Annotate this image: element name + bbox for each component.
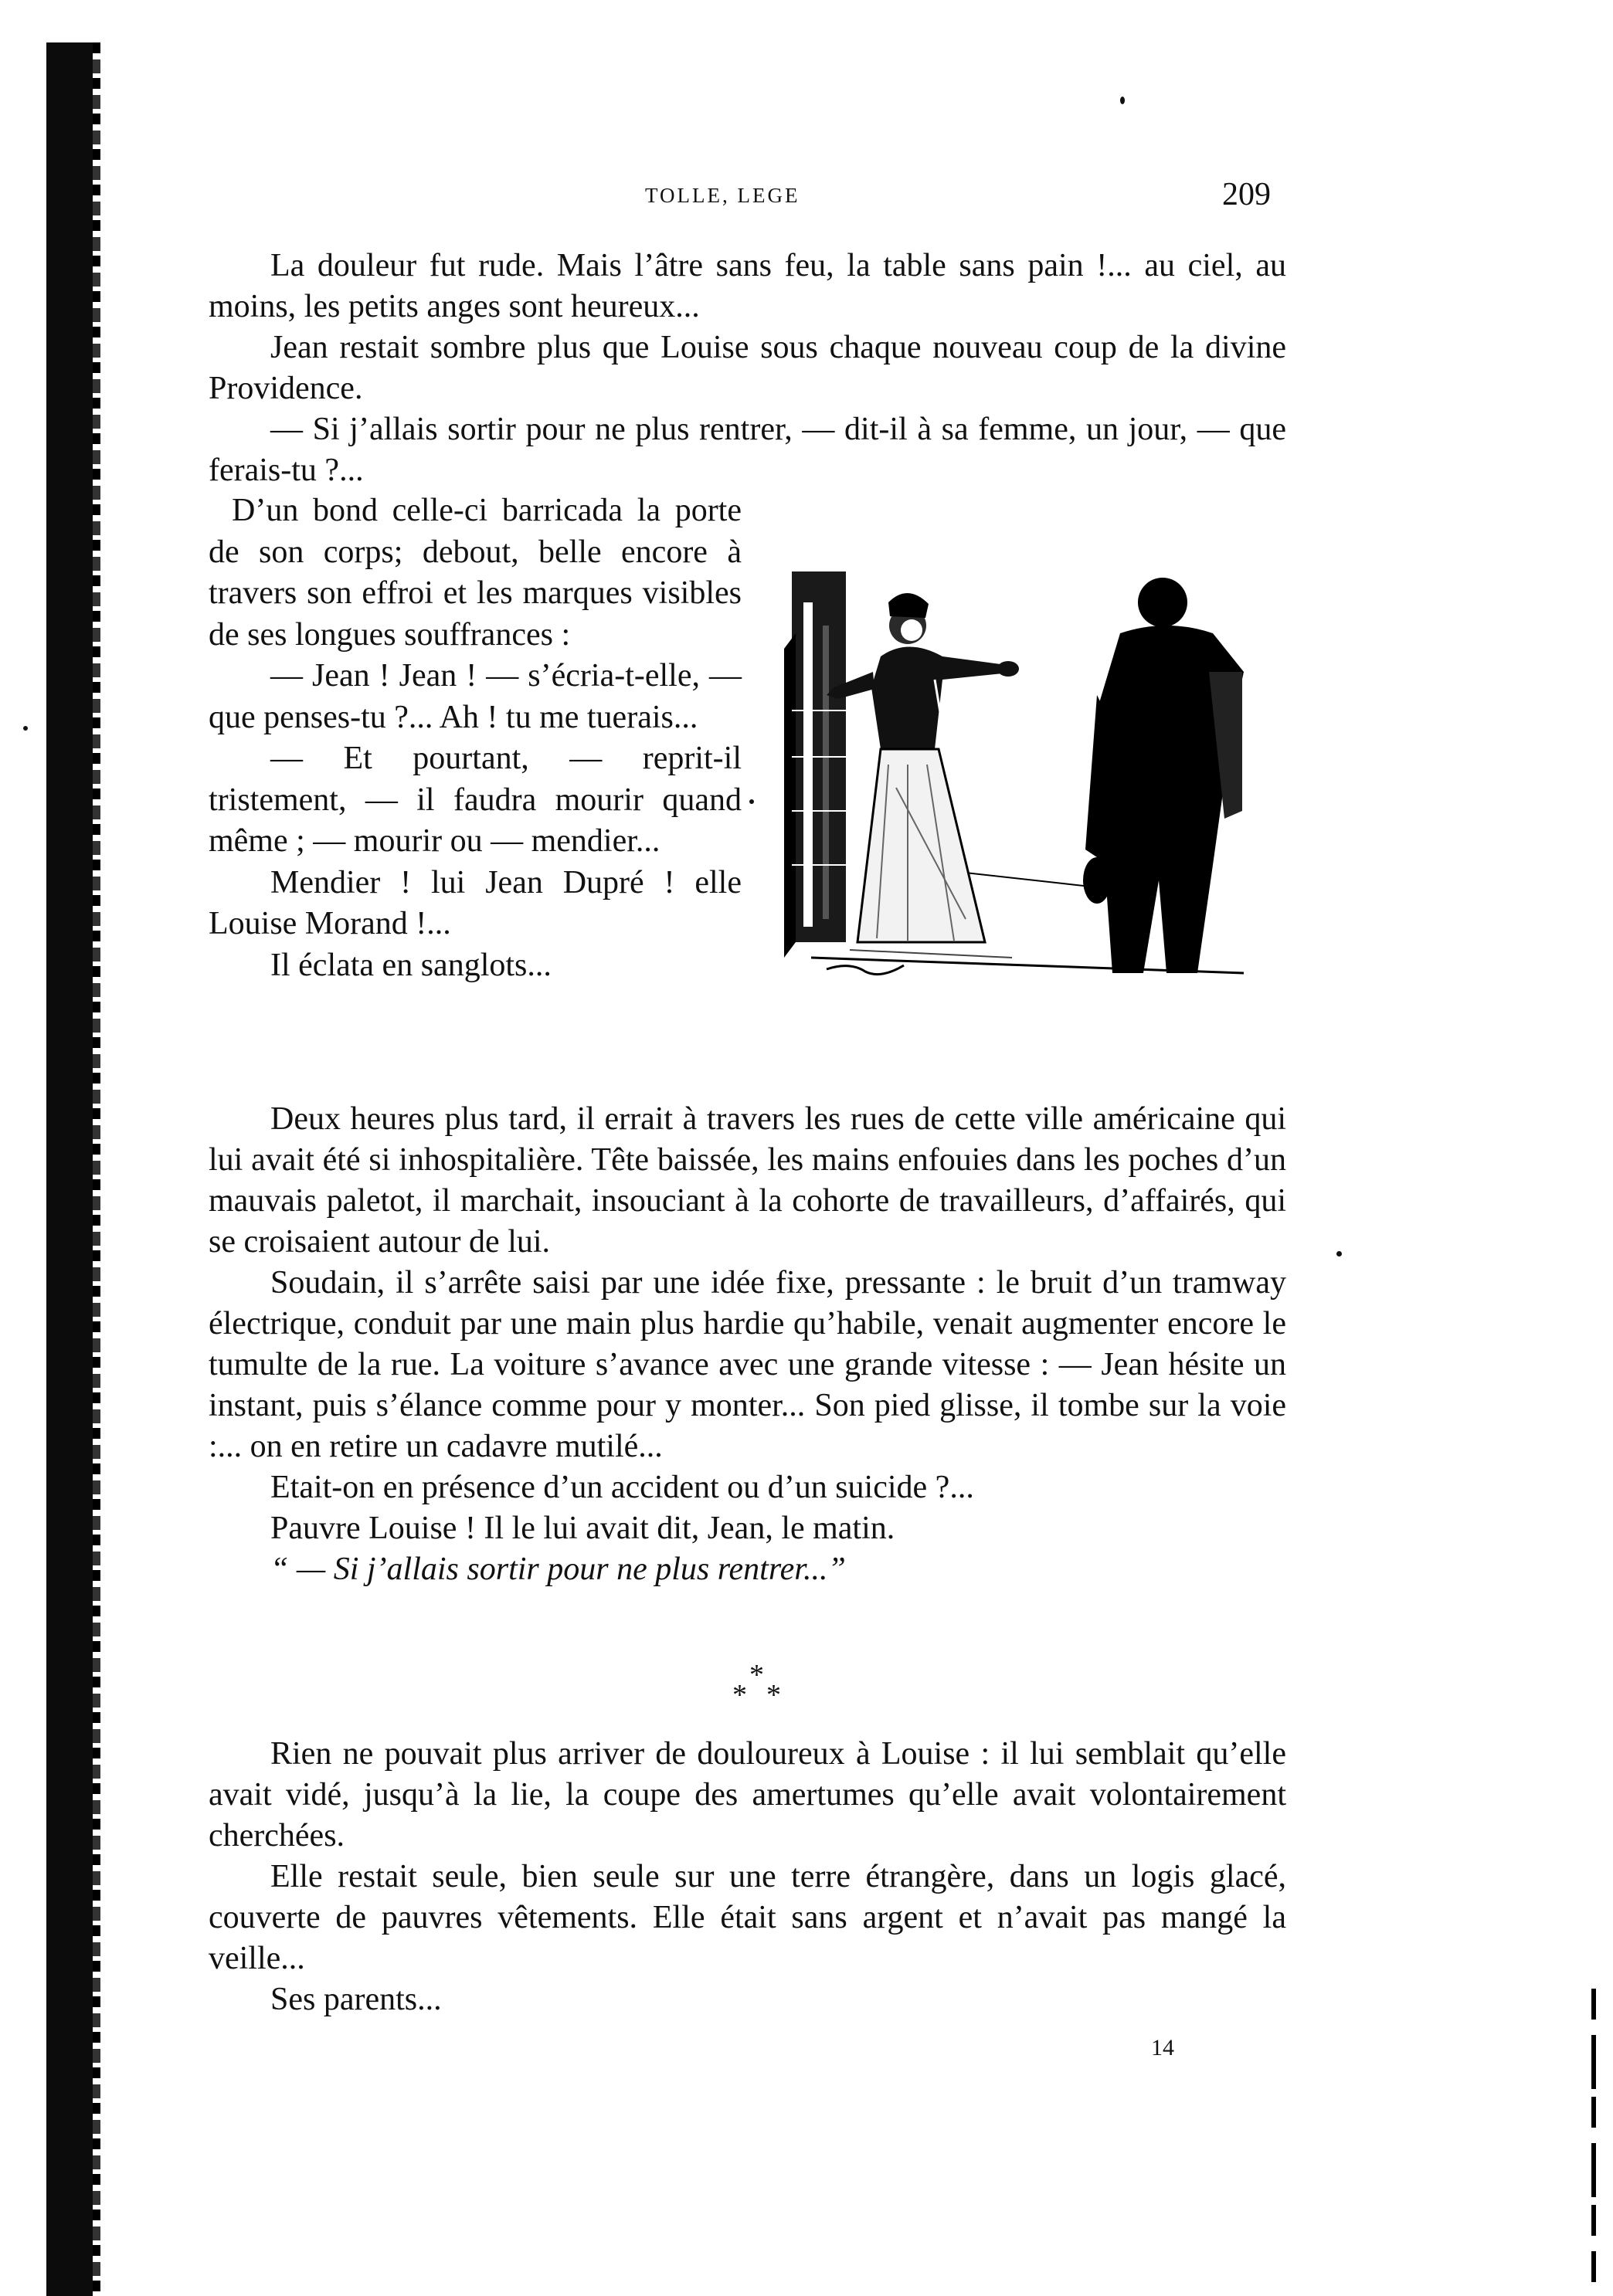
print-speck <box>1120 97 1125 104</box>
paragraph: La douleur fut rude. Mais l’âtre sans feu, la table sans pain !... au ciel, au moins, les petits anges sont heureux... <box>209 248 1286 324</box>
section-break-asterism <box>718 1660 796 1714</box>
paragraph: Il éclata en sanglots... <box>270 947 552 983</box>
paragraph: Mendier ! lui Jean Dupré ! elle Louise Morand !... <box>209 864 742 941</box>
signature-mark: 14 <box>1151 2035 1174 2060</box>
engraving-illustration <box>780 556 1259 985</box>
paragraph: — Jean ! Jean ! — s’écria-t-elle, — que penses-tu ?... Ah ! tu me tuerais... <box>209 658 742 735</box>
book-binding-edge <box>46 42 93 2296</box>
paragraph: Elle restait seule, bien seule sur une terre étrangère, dans un logis glacé, couverte de pauvres vêtements. Elle était sans argent et n’avait pas mangé la veille... <box>209 1859 1286 1976</box>
print-speck <box>749 799 754 804</box>
page-number: 209 <box>1222 177 1271 212</box>
paragraph: Ses parents... <box>270 1982 442 2017</box>
text-block-top <box>209 246 1286 491</box>
paragraph: Jean restait sombre plus que Louise sous chaque nouveau coup de la divine Providence. <box>209 330 1286 406</box>
paragraph: Deux heures plus tard, il errait à travers les rues de cette ville américaine qui lui avait été si inhospitalière. Tête baissée, les mains enfouies dans les poches d’un mauvais paletot, il marchait, insouciant à la cohorte de travailleurs, d’affairés, qui se croisaient autour de lui. <box>209 1101 1286 1260</box>
paragraph: D’un bond celle-ci barricada la porte de son corps; debout, belle encore à travers son effroi et les marques visibles de ses longues souffrances : <box>209 493 742 653</box>
paragraph: Etait-on en présence d’un accident ou d’un suicide ?... <box>270 1470 974 1505</box>
paragraph: — Si j’allais sortir pour ne plus rentrer, — dit-il à sa femme, un jour, — que ferais-tu ?... <box>209 412 1286 488</box>
paragraph: — Et pourtant, — reprit-il tristement, — il faudra mourir quand même ; — mourir ou — mendier... <box>209 741 742 859</box>
italic-quote: “ — Si j’allais sortir pour ne plus rentrer...” <box>270 1552 846 1587</box>
print-speck <box>1336 1251 1342 1257</box>
text-block-beside-illustration <box>209 490 742 986</box>
paragraph: Soudain, il s’arrête saisi par une idée fixe, pressante : le bruit d’un tramway électrique, conduit par une main plus hardie qu’habile, venait augmenter encore le tumulte de la rue. La voiture s’avance avec une grande vitesse : — Jean hésite un instant, puis s’élance comme pour y monter... Son pied glisse, il tombe sur la voie :... on en retire un cadavre mutilé... <box>209 1265 1286 1464</box>
asterism-star: * <box>749 1659 764 1691</box>
asterism-star: * <box>732 1679 747 1711</box>
page-edge-shadow <box>1591 1989 1596 2282</box>
text-block-bottom <box>209 1734 1286 2020</box>
asterism-star: * <box>766 1679 781 1711</box>
running-title: TOLLE, LEGE <box>645 184 800 207</box>
print-speck <box>23 726 28 731</box>
text-block-middle <box>209 1099 1286 1590</box>
paragraph: Rien ne pouvait plus arriver de douloureux à Louise : il lui semblait qu’elle avait vidé, jusqu’à la lie, la coupe des amertumes qu’elle avait volontairement cherchées. <box>209 1736 1286 1853</box>
engraving-woman-barring-door-icon <box>780 556 1259 985</box>
paragraph: Pauvre Louise ! Il le lui avait dit, Jean, le matin. <box>270 1511 895 1546</box>
page-header <box>267 176 1271 222</box>
